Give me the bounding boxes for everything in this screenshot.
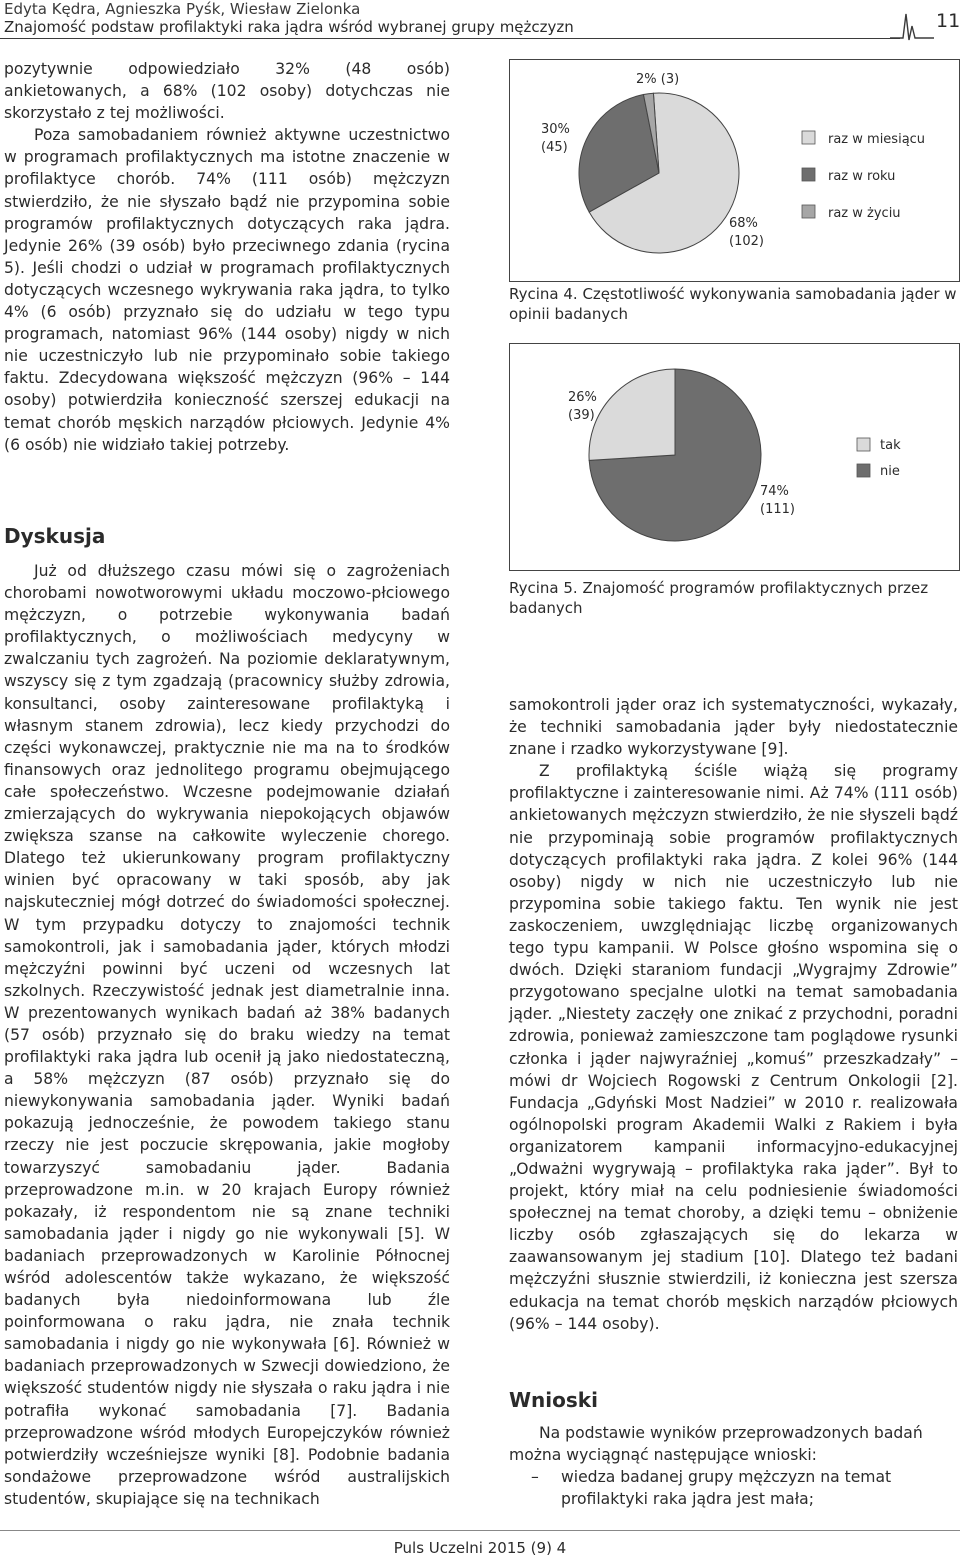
legend-swatch-raz-w-roku [802, 168, 815, 181]
paragraph: pozytywnie odpowiedziało 32% (48 osób) ankietowanych, a 68% (102 osoby) dotychczas nie skorzystało z tej możliwości. [4, 60, 450, 123]
label-tak-n: (39) [568, 408, 595, 423]
footer-rule [0, 1530, 960, 1531]
pie-slice-tak [589, 369, 675, 460]
paragraph: Z profilaktyką ściśle wiążą się programy profilaktyczne i zainteresowanie nimi. Aż 74% (111 osób) ankietowanych mężczyzn stwierdziło, że nie słyszeli bądź nie przypominają sobie programów profilaktycznych dotyczących profilaktyki raka jądra. Z kolei 96% (144 osoby) nigdy w nich nie uczestniczyło lub nie przypomina sobie takiego faktu. Ten wynik nie jest zaskoczeniem, uwzględniając liczbę organizowanych tego typu kampanii. W Polsce głośno wspomina się o dwóch. Dzięki staraniom fundacji „Wygrajmy Zdrowie” przygotowano specjalne ulotki na temat samobadania jąder. „Niestety zaczęły one znikać z przychodni, poradni zdrowia, ponieważ zamieszczone tam poglądowe rysunki członka i jąder najwyraźniej „komuś” przeszkadzały” – mówi dr Wojciech Rogowski z Centrum Onkologii [2]. Fundacja „Gdyński Most Nadziei” w 2010 r. realizowała ogólnopolski program Akademii Walki z Rakiem i była organizatorem kampanii informacyjno-edukacyjnej „Odważni wygrywają – profilaktyka raka jąder”. Był to projekt, który miał na celu podniesienie świadomości społecznej na temat choroby, a dzięki temu – obniżenie liczby osób zgłaszających się do lekarza w zaawansowanym jej stadium [10]. Dlatego też badani mężczyźni słusznie stwierdzili, iż konieczna jest szersza edukacja na temat chorób męskich narządów płciowych (96% – 144 osoby). [509, 762, 958, 1333]
list-dash: – [531, 1468, 539, 1487]
label-raz-w-miesiacu-n: (102) [729, 234, 764, 249]
figure-4-caption [509, 284, 958, 324]
discussion-text [4, 560, 450, 1510]
legend-swatch-tak [857, 438, 870, 451]
figure-4-chart [509, 59, 960, 282]
figure-4-svg [510, 60, 959, 281]
figure-5-caption-text: Znajomość programów profilaktycznych przez badanych [509, 579, 929, 617]
page-number: 11 [936, 10, 960, 32]
label-raz-w-miesiacu-pct: 68% [729, 216, 758, 231]
legend-label-nie: nie [880, 464, 900, 479]
legend-swatch-raz-w-zyciu [802, 205, 815, 218]
legend-label-raz-w-roku: raz w roku [828, 169, 896, 184]
section-heading-discussion: Dyskusja [4, 524, 106, 548]
label-raz-w-roku-n: (45) [541, 140, 568, 155]
label-tak-pct: 26% [568, 390, 597, 405]
footer-text: Puls Uczelni 2015 (9) 4 [393, 1539, 567, 1557]
results-text [4, 58, 450, 456]
figure-5-caption-label: Rycina 5. [509, 579, 578, 597]
label-raz-w-zyciu: 2% (3) [636, 72, 680, 87]
paragraph: Poza samobadaniem również aktywne uczestnictwo w programach profilaktycznych ma istotne znaczenie w profilaktyce chorób. 74% (111 osób) mężczyzn stwierdziło, że nie słyszało bądź nie przypomina sobie programów profilaktycznych dotyczących raka jądra. Jedynie 26% (39 osób) było przeciwnego zdania (rycina 5). Jeśli chodzi o udział w programach profilaktycznych dotyczących wczesnego wykrywania raka jądra, to tylko 4% (6 osób) przyznało się do udziału w tego typu programach, natomiast 96% (144 osoby) nigdy w nich nie uczestniczyło lub nie przypominało sobie takiego faktu. Zdecydowana większość mężczyzn (96% – 144 osoby) potwierdziła konieczność szerszej edukacji na temat chorób męskich narządów płciowych. Jedynie 4% (6 osób) nie widziało takiej potrzeby. [4, 126, 450, 454]
figure-5-svg [510, 344, 959, 570]
conclusions-text [509, 1422, 958, 1510]
legend-label-raz-w-miesiacu: raz w miesiącu [828, 132, 926, 147]
paragraph: Już od dłuższego czasu mówi się o zagrożeniach chorobami nowotworowymi układu moczowo-płciowego mężczyzn, o potrzebie wykonywania badań profilaktycznych, o możliwościach medycyny w zwalczaniu tych zagrożeń. Na poziomie deklaratywnym, wszyscy się z tym zgadzają (pracownicy służby zdrowia, konsultanci, osoby zainteresowane profilaktyką i własnym stanem zdrowia), lecz kiedy przychodzi do części wykonawczej, praktycznie nie ma na to środków finansowych oraz jednolitego programu obejmującego całe społeczeństwo. Wczesne podejmowanie działań zmierzających do wykrywania niepokojących objawów zwiększa szanse na całkowite wyleczenie chorego. Dlatego też ukierunkowany program profilaktyczny winien być opracowany w taki sposób, aby jak najskuteczniej mógł dotrzeć do świadomości społecznej. W tym przypadku dotyczy to znajomości technik samokontroli, jak i samobadania jąder, których młodzi mężczyźni powinni być uczeni od wczesnych lat szkolnych. Rzeczywistość jednak jest diametralnie inna. W prezentowanych wynikach badań aż 38% badanych (57 osób) przyznało się do braku wiedzy na temat profilaktyki raka jądra lub ocenił ją jako niedostateczną, a 58% mężczyzn (87 osób) przyznało się do niewykonywania samobadania jąder. Wyniki badań pokazują jednocześnie, że powodem takiego stanu rzeczy nie jest poczucie skrępowania, jakie mogłoby towarzyszyć samobadaniu jąder. Badania przeprowadzone m.in. w 20 krajach Europy również pokazały, iż respondentom nie są znane techniki samobadania jąder i nigdy go nie wykonywali [5]. W badaniach przeprowadzonych w Karolinie Północnej wśród adolescentów także wykazano, że większość badanych była niedoinformowana lub źle poinformowana o raku jądra, nie znała technik samobadania i nigdy go nie wykonywała [6]. Również w badaniach przeprowadzonych w Szwecji dowiedziono, że większość studentów nigdy nie słyszała o raku jądra i nie potrafiła wykonać samobadania [7]. Badania przeprowadzone wśród młodych Europejczyków również potwierdziły wcześniejsze wyniki [8]. Podobnie badania sondażowe przeprowadzone wśród australijskich studentów, skupiające się na technikach [4, 562, 450, 1508]
figure-5-chart [509, 343, 960, 571]
paragraph: samokontroli jąder oraz ich systematyczności, wykazały, że techniki samobadania jąder były niedostatecznie znane i rzadko wykorzystywane [9]. [509, 696, 958, 759]
legend-swatch-nie [857, 464, 870, 477]
legend-swatch-raz-w-miesiacu [802, 131, 815, 144]
list-item-text: wiedza badanej grupy mężczyzn na temat profilaktyki raka jądra jest mała; [561, 1468, 892, 1509]
header-title: Znajomość podstaw profilaktyki raka jądra wśród wybranej grupy mężczyzn [4, 18, 574, 36]
discussion-text-continued [509, 694, 958, 1335]
legend-label-tak: tak [880, 438, 901, 453]
figure-4-caption-text: Częstotliwość wykonywania samobadania jąder w opinii badanych [509, 285, 957, 323]
legend-label-raz-w-zyciu: raz w życiu [828, 206, 901, 221]
figure-4-caption-label: Rycina 4. [509, 285, 578, 303]
label-raz-w-roku-pct: 30% [541, 122, 570, 137]
figure-5-caption [509, 578, 958, 618]
label-nie-n: (111) [760, 502, 795, 517]
label-nie-pct: 74% [760, 484, 789, 499]
list-item [509, 1466, 958, 1510]
pulse-icon [890, 10, 934, 42]
header-authors: Edyta Kędra, Agnieszka Pyśk, Wiesław Zielonka [4, 0, 361, 18]
header-rule [0, 38, 900, 39]
section-heading-conclusions: Wnioski [509, 1388, 598, 1412]
paragraph: Na podstawie wyników przeprowadzonych badań można wyciągnąć następujące wnioski: [509, 1424, 923, 1465]
